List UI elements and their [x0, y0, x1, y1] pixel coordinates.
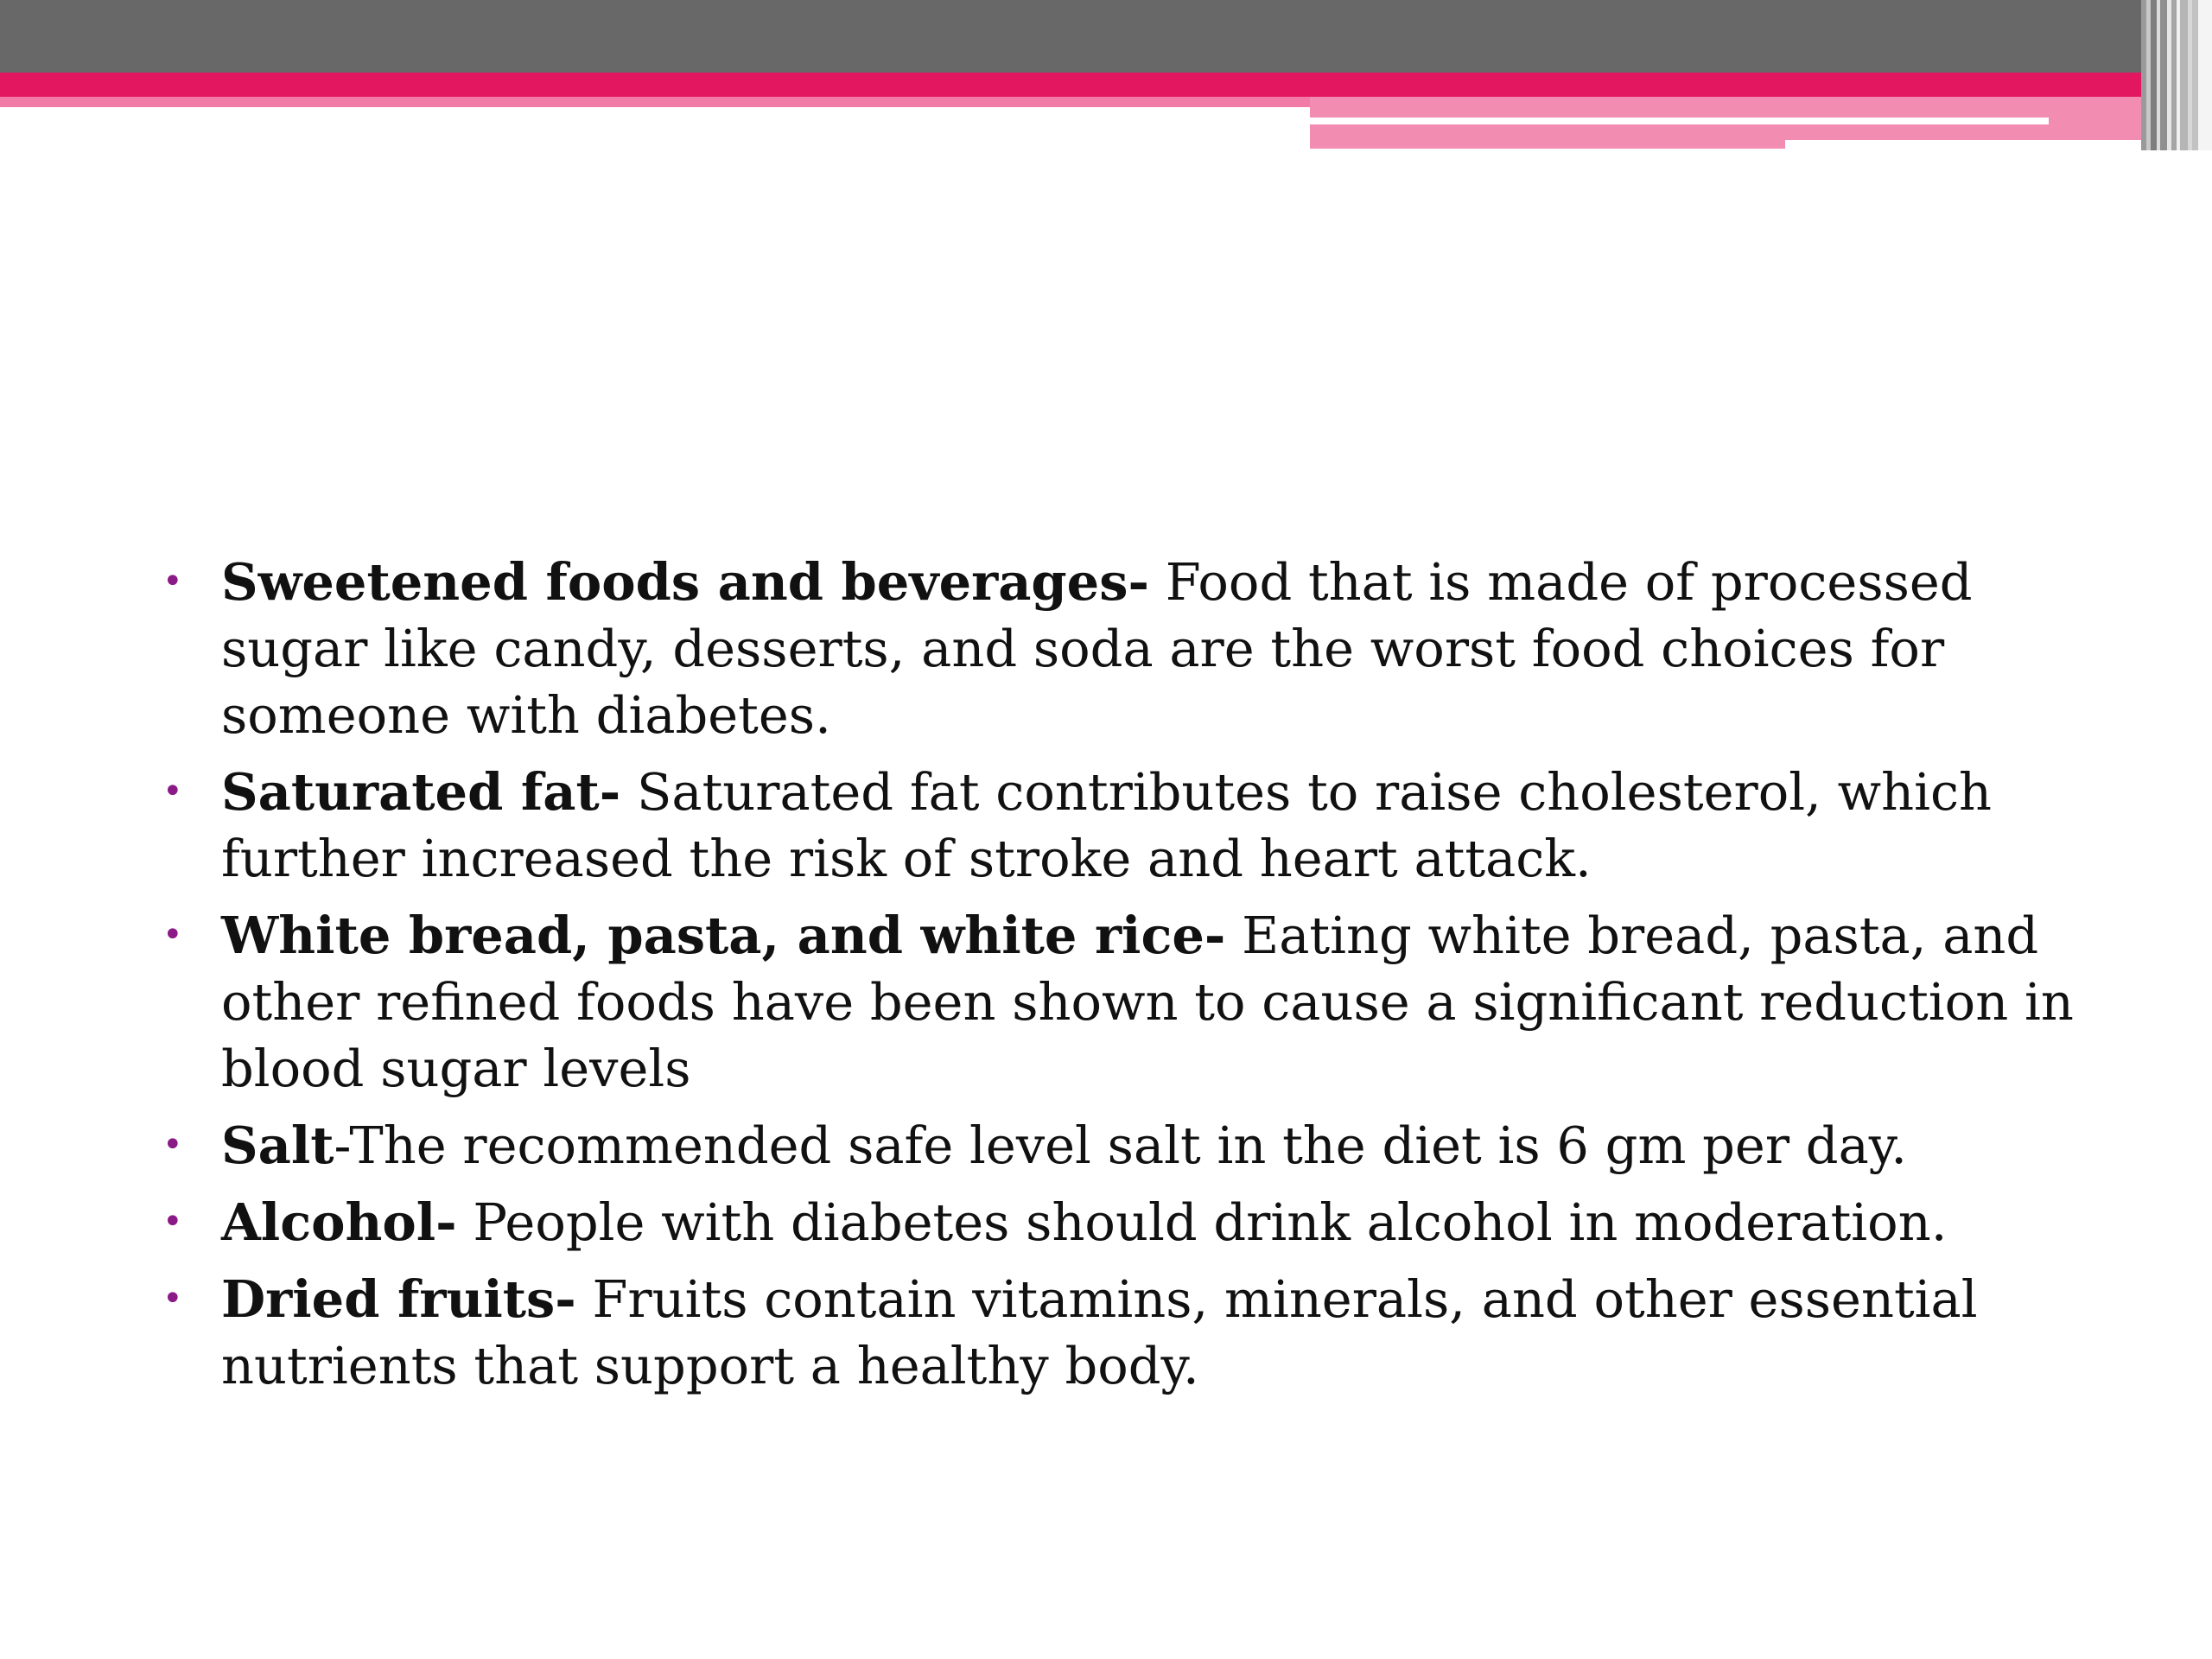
item-text: Fruits contain vitamins, minerals, and other essential nutrients that support a healthy body.: [221, 1269, 1978, 1395]
header-accent-line-lower: [1785, 140, 2165, 149]
item-text: People with diabetes should drink alcohol in moderation.: [456, 1192, 1948, 1252]
item-term: Dried fruits-: [221, 1269, 576, 1329]
list-item: [147, 1112, 2100, 1179]
list-item: [147, 759, 2100, 892]
bullet-dot-icon: •: [162, 1125, 183, 1165]
header-light-pink-strip: [0, 97, 1310, 107]
list-item: [147, 1266, 2100, 1399]
item-term: White bread, pasta, and white rice-: [221, 906, 1226, 965]
item-text: Eating white bread, pasta, and other refined foods have been shown to cause a significant reduction in blood sugar levels: [221, 906, 2074, 1098]
header-pink-band: [0, 73, 2177, 97]
bullet-dot-icon: •: [162, 772, 183, 811]
item-term: Alcohol-: [221, 1192, 457, 1252]
header-gray-band: [0, 0, 2212, 73]
bullet-dot-icon: •: [162, 1279, 183, 1319]
header-vertical-stripes: [2141, 0, 2212, 150]
item-term: Salt: [221, 1116, 334, 1175]
bullet-list-region: [147, 549, 2100, 1409]
list-item: [147, 902, 2100, 1102]
list-item: [147, 1189, 2100, 1255]
item-text: Saturated fat contributes to raise cholesterol, which further increased the risk of stroke and heart attack.: [221, 762, 1993, 888]
item-term: Sweetened foods and beverages-: [221, 552, 1149, 612]
bullet-dot-icon: •: [162, 562, 183, 601]
bullet-list: [147, 549, 2100, 1399]
list-item: [147, 549, 2100, 748]
item-text: -The recommended safe level salt in the diet is 6 gm per day.: [334, 1116, 1907, 1175]
bullet-dot-icon: •: [162, 1202, 183, 1242]
header-accent-line: [1310, 118, 2049, 124]
item-text: Food that is made of processed sugar like candy, desserts, and soda are the worst food choices for someone with diabetes.: [221, 552, 1973, 745]
item-term: Saturated fat-: [221, 762, 621, 822]
bullet-dot-icon: •: [162, 915, 183, 955]
